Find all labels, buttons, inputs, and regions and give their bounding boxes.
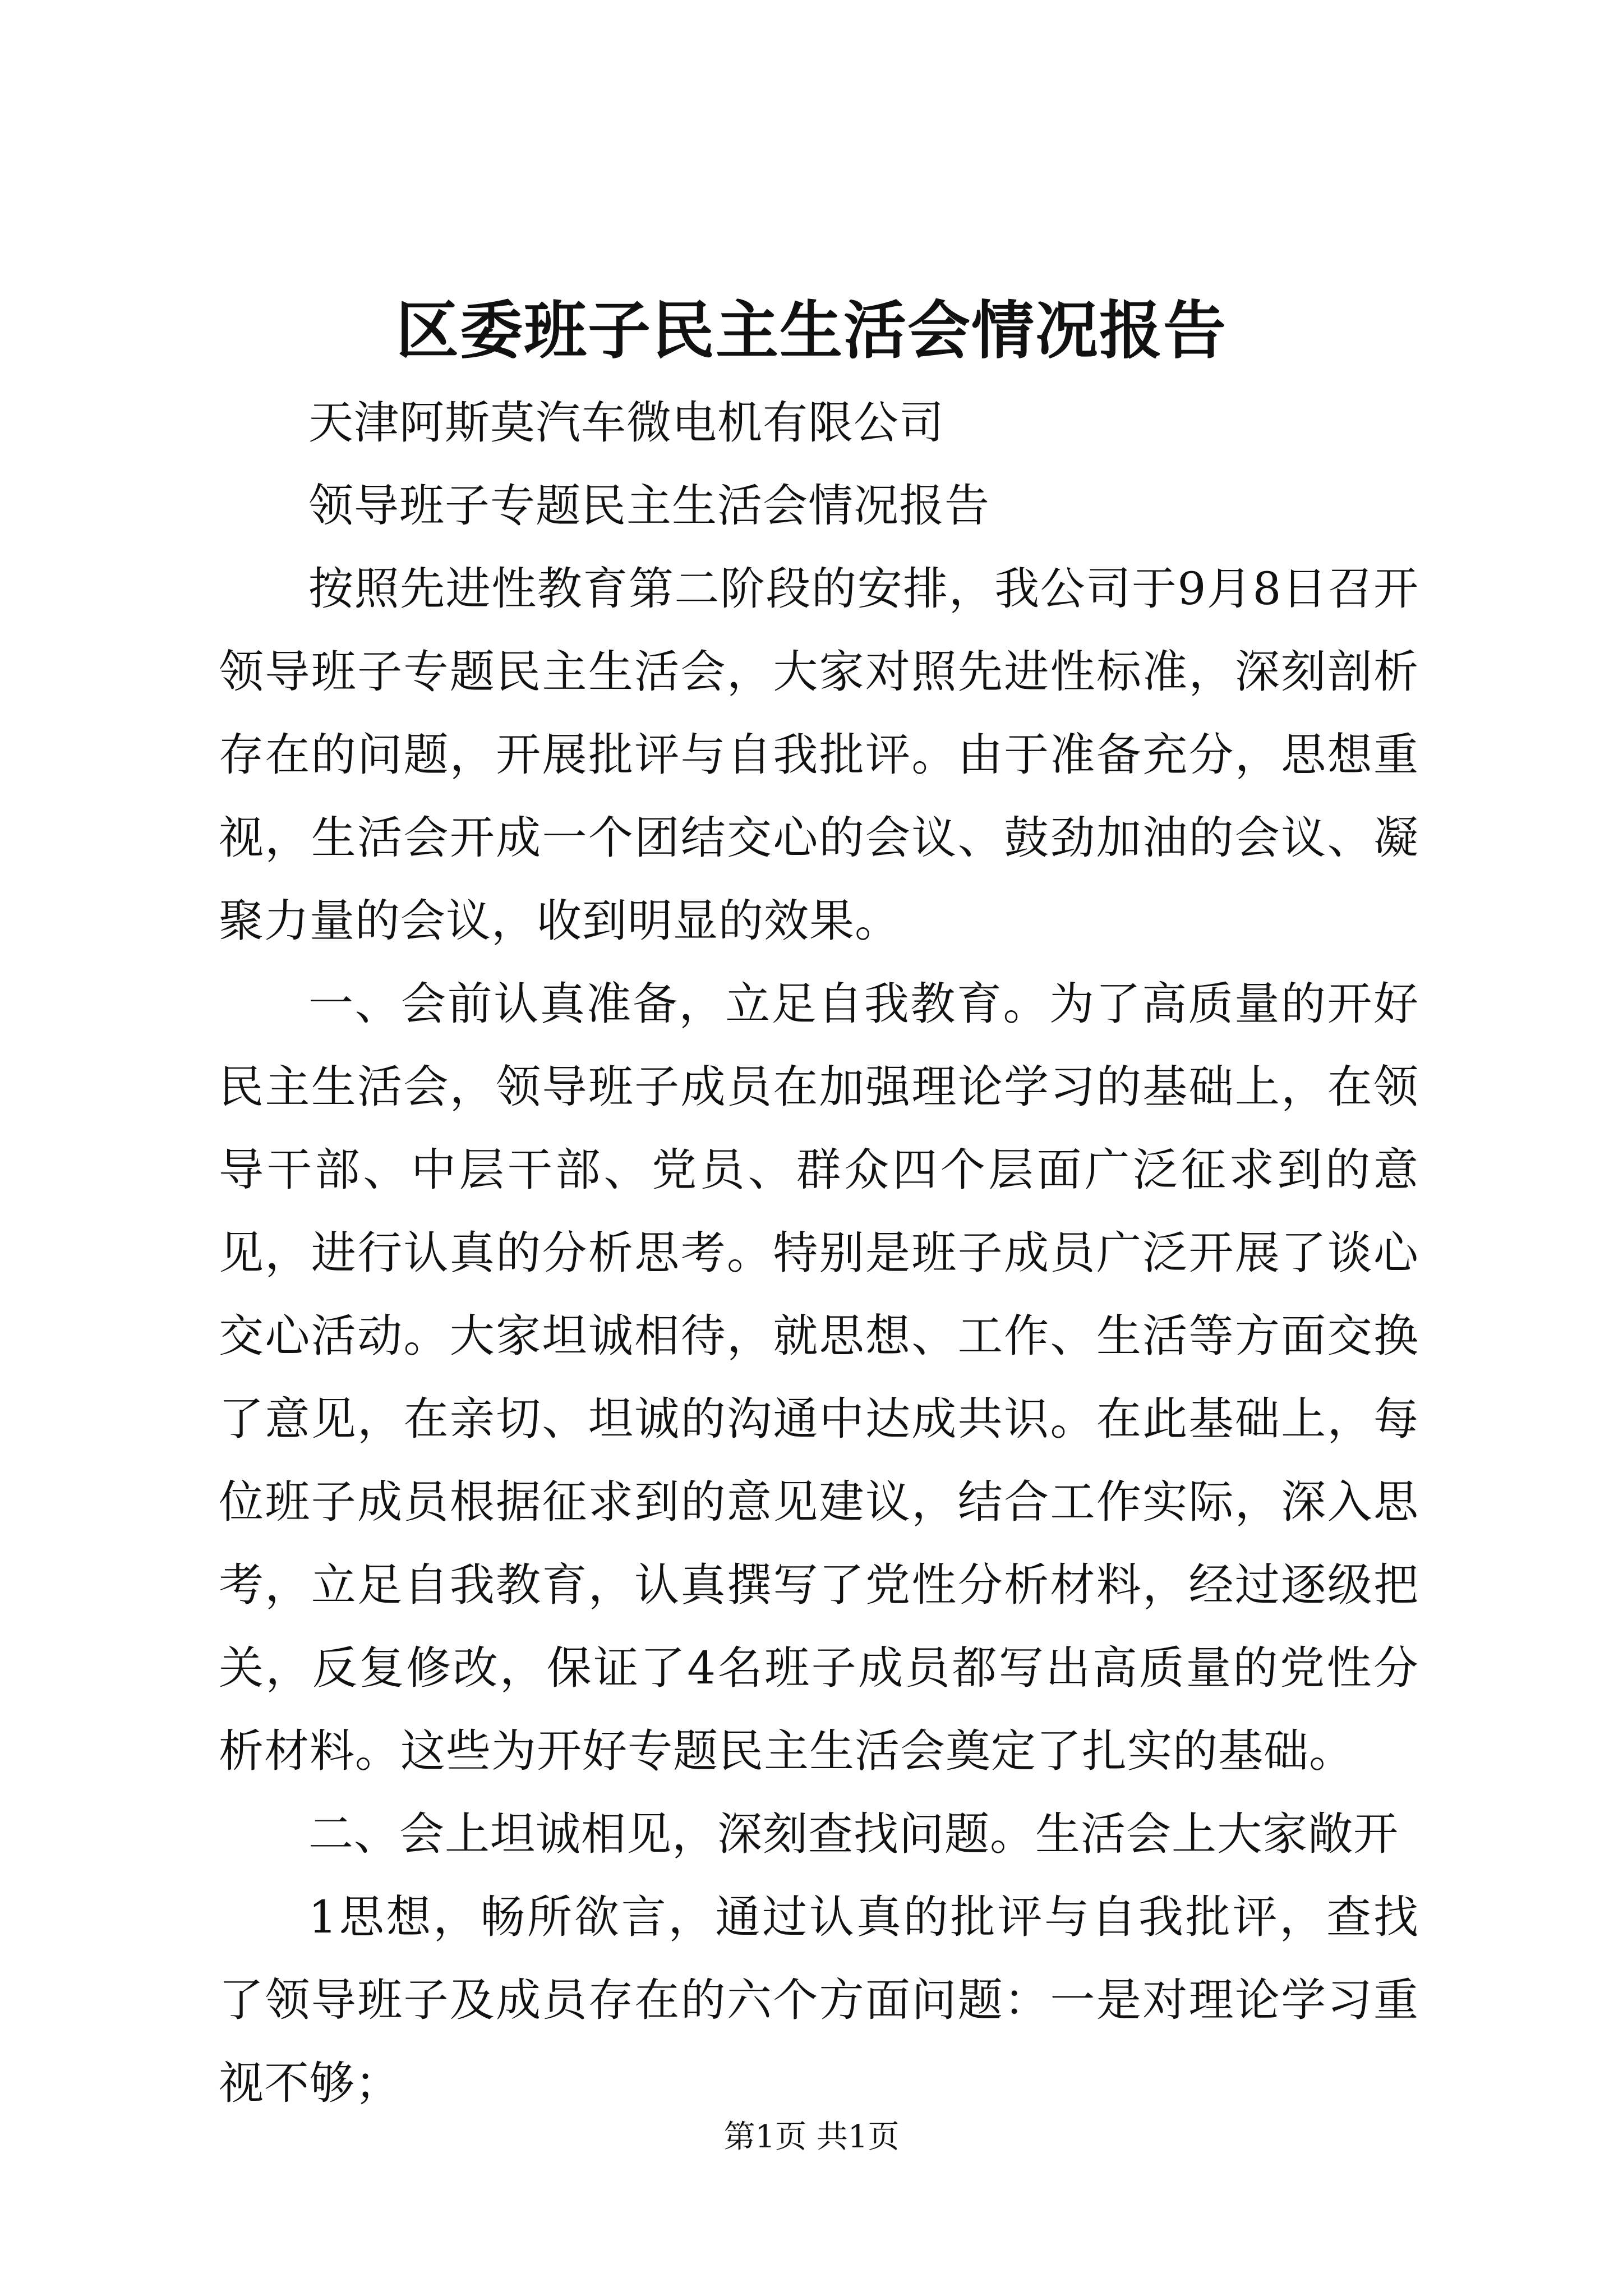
body-paragraph: 一、会前认真准备，立足自我教育。为了高质量的开好民主生活会，领导班子成员在加强理论学习的基础上，在领导干部、中层干部、党员、群众四个层面广泛征求到的意见，进行认真的分析思考。特别是班子成员广泛开展了谈心交心活动。大家坦诚相待，就思想、工作、生活等方面交换了意见，在亲切、坦诚的沟通中达成共识。在此基础上，每位班子成员根据征求到的意见建议，结合工作实际，深入思考，立足自我教育，认真撰写了党性分析材料，经过逐级把关，反复修改，保证了4名班子成员都写出高质量的党性分析材料。这些为开好专题民主生活会奠定了扎实的基础。 [219, 978, 1419, 1777]
document-body [219, 381, 1419, 2125]
page-footer: 第1页 共1页 [723, 2119, 900, 2155]
document-title: 区委班子民主生活会情况报告 [396, 294, 1227, 367]
body-paragraph: 按照先进性教育第二阶段的安排，我公司于9月8日召开领导班子专题民主生活会，大家对照先进性标准，深刻剖析存在的问题，开展批评与自我批评。由于准备充分，思想重视，生活会开成一个团结交心的会议、鼓劲加油的会议、凝聚力量的会议，收到明显的效果。 [219, 563, 1419, 947]
company-name-line: 天津阿斯莫汽车微电机有限公司 [308, 397, 944, 449]
report-subtitle-line: 领导班子专题民主生活会情况报告 [308, 480, 990, 532]
body-paragraph: 二、会上坦诚相见，深刻查找问题。生活会上大家敞开 [308, 1808, 1399, 1860]
body-paragraph: 1思想，畅所欲言，通过认真的批评与自我批评，查找了领导班子及成员存在的六个方面问题：一是对理论学习重视不够； [219, 1891, 1419, 2109]
